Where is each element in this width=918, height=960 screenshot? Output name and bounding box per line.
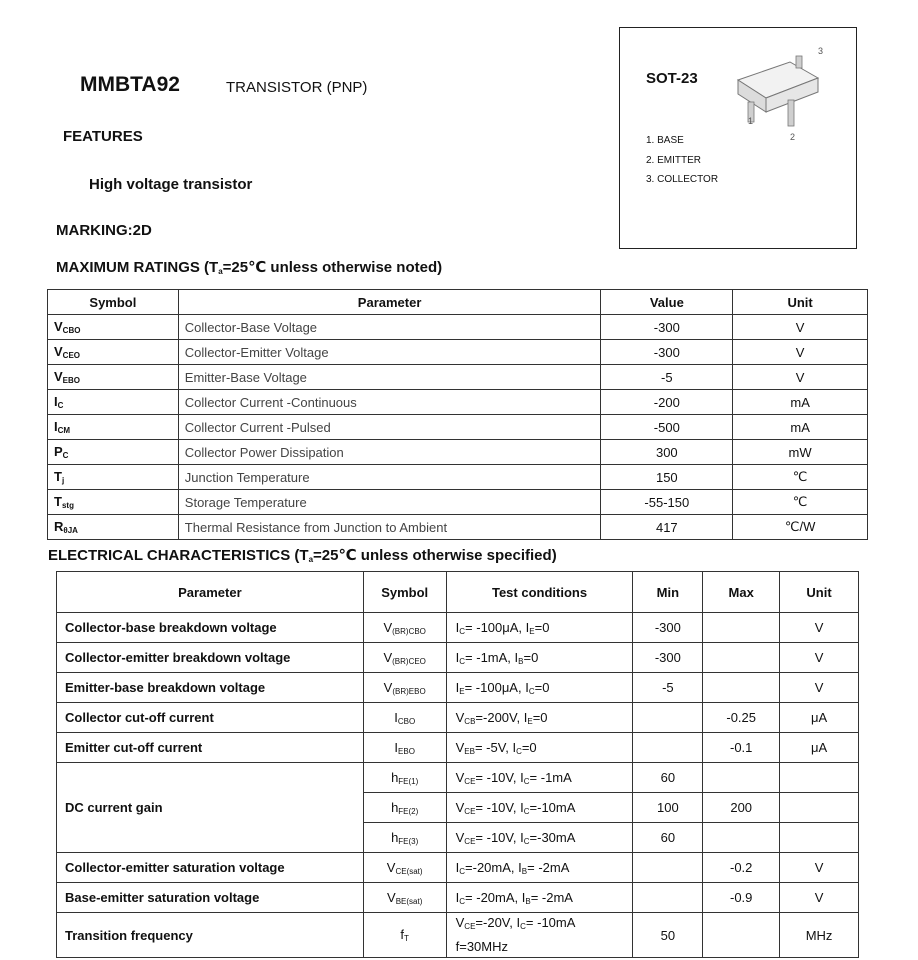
symbol-cell bbox=[363, 853, 446, 883]
parameter-cell: Emitter-base breakdown voltage bbox=[57, 673, 364, 703]
symbol-letter: h bbox=[391, 769, 399, 785]
condition-value: = -100μA, bbox=[465, 619, 526, 635]
symbol-letter: V bbox=[54, 319, 63, 334]
device-type: TRANSISTOR (PNP) bbox=[226, 79, 368, 96]
symbol-subscript: CE(sat) bbox=[395, 866, 423, 876]
symbol-cell bbox=[363, 733, 446, 763]
unit-cell: mA bbox=[733, 390, 868, 415]
max-cell bbox=[703, 673, 780, 703]
table-header-row bbox=[48, 290, 868, 315]
symbol-cell bbox=[48, 340, 179, 365]
symbol-subscript: θJA bbox=[63, 526, 78, 535]
condition-line bbox=[456, 770, 633, 786]
table-row bbox=[57, 613, 859, 643]
condition-value: =-30mA bbox=[529, 829, 576, 845]
value-cell: 150 bbox=[601, 465, 733, 490]
max-cell: -0.2 bbox=[703, 853, 780, 883]
condition-line bbox=[456, 620, 633, 636]
symbol-cell bbox=[363, 613, 446, 643]
parameter-cell: Collector-emitter saturation voltage bbox=[57, 853, 364, 883]
condition-symbol: I bbox=[520, 799, 524, 815]
unit-cell: V bbox=[780, 883, 859, 913]
min-cell: -300 bbox=[633, 643, 703, 673]
symbol-subscript: EBO bbox=[398, 746, 415, 756]
table-row bbox=[57, 703, 859, 733]
condition-subscript: C bbox=[520, 922, 526, 931]
max-cell: -0.25 bbox=[703, 703, 780, 733]
column-header: Max bbox=[703, 572, 780, 613]
table-row bbox=[48, 515, 868, 540]
symbol-subscript: C bbox=[62, 451, 69, 460]
column-header: Value bbox=[601, 290, 733, 315]
max-cell bbox=[703, 643, 780, 673]
max-cell: 200 bbox=[703, 793, 780, 823]
symbol-letter: V bbox=[383, 679, 393, 695]
table-row bbox=[57, 853, 859, 883]
condition-value: =-20V, bbox=[475, 915, 517, 930]
condition-value: = -100μA, bbox=[464, 679, 526, 695]
symbol-letter: h bbox=[391, 829, 399, 845]
condition-subscript: CE bbox=[464, 922, 476, 931]
table-row bbox=[57, 733, 859, 763]
min-cell bbox=[633, 853, 703, 883]
parameter-cell: Collector Current -Pulsed bbox=[178, 415, 601, 440]
test-condition-cell bbox=[446, 913, 633, 958]
min-cell: -300 bbox=[633, 613, 703, 643]
symbol-letter: R bbox=[54, 519, 64, 534]
symbol-letter: V bbox=[386, 859, 396, 875]
parameter-cell: Storage Temperature bbox=[178, 490, 601, 515]
condition-value: = -20mA, bbox=[465, 889, 522, 905]
condition-subscript: B bbox=[518, 656, 524, 666]
unit-cell: V bbox=[780, 613, 859, 643]
min-cell: 100 bbox=[633, 793, 703, 823]
symbol-letter: I bbox=[54, 419, 58, 434]
symbol-letter: V bbox=[387, 889, 396, 905]
min-cell: 60 bbox=[633, 823, 703, 853]
test-condition-cell bbox=[446, 613, 633, 643]
symbol-letter: f bbox=[400, 927, 405, 942]
unit-cell: mA bbox=[733, 415, 868, 440]
condition-symbol: V bbox=[455, 769, 465, 785]
unit-cell: V bbox=[780, 643, 859, 673]
condition-value: = -1mA bbox=[529, 769, 572, 785]
symbol-subscript: (BR)CEO bbox=[392, 656, 426, 666]
test-condition-cell bbox=[446, 763, 633, 793]
table-row bbox=[57, 673, 859, 703]
min-cell: -5 bbox=[633, 673, 703, 703]
symbol-subscript: FE(1) bbox=[398, 776, 419, 786]
parameter-cell: Collector-emitter breakdown voltage bbox=[57, 643, 364, 673]
column-header: Unit bbox=[780, 572, 859, 613]
column-header: Symbol bbox=[363, 572, 446, 613]
features-label: FEATURES bbox=[63, 128, 143, 145]
symbol-letter: h bbox=[391, 799, 399, 815]
symbol-cell bbox=[48, 315, 179, 340]
max-cell bbox=[703, 913, 780, 958]
pin-number: 1 bbox=[748, 116, 754, 126]
condition-symbol: I bbox=[520, 769, 524, 785]
min-cell bbox=[633, 883, 703, 913]
condition-value: =0 bbox=[534, 679, 550, 695]
table-row bbox=[57, 913, 859, 958]
condition-value: = -10V, bbox=[475, 829, 521, 845]
parameter-cell: Collector cut-off current bbox=[57, 703, 364, 733]
condition-subscript: B bbox=[525, 896, 531, 906]
condition-value: = -5V, bbox=[474, 739, 513, 755]
max-cell bbox=[703, 613, 780, 643]
symbol-cell bbox=[363, 673, 446, 703]
condition-symbol: V bbox=[455, 799, 465, 815]
unit-cell bbox=[780, 793, 859, 823]
symbol-subscript: T bbox=[404, 934, 409, 943]
pin-item: 2. EMITTER bbox=[646, 154, 702, 166]
table-row bbox=[48, 490, 868, 515]
column-header: Parameter bbox=[57, 572, 364, 613]
parameter-cell: Collector-Emitter Voltage bbox=[178, 340, 601, 365]
condition-symbol: I bbox=[523, 709, 528, 725]
test-condition-cell bbox=[446, 883, 633, 913]
parameter-cell: Collector Power Dissipation bbox=[178, 440, 601, 465]
symbol-subscript: CEO bbox=[62, 351, 81, 360]
condition-subscript: E bbox=[527, 716, 533, 726]
symbol-letter: V bbox=[54, 344, 63, 359]
symbol-cell bbox=[48, 515, 179, 540]
condition-symbol: I bbox=[455, 649, 460, 665]
symbol-cell bbox=[48, 490, 179, 515]
symbol-cell bbox=[48, 465, 179, 490]
symbol-cell bbox=[48, 440, 179, 465]
symbol-cell bbox=[363, 883, 446, 913]
electrical-table bbox=[56, 571, 859, 958]
condition-subscript: E bbox=[459, 686, 465, 696]
pin-list bbox=[646, 131, 718, 190]
table-row bbox=[57, 883, 859, 913]
condition-line bbox=[456, 913, 633, 937]
condition-symbol: I bbox=[520, 829, 524, 845]
symbol-cell bbox=[48, 415, 179, 440]
value-cell: -300 bbox=[601, 315, 733, 340]
test-condition-cell bbox=[446, 703, 633, 733]
min-cell: 50 bbox=[633, 913, 703, 958]
condition-symbol: I bbox=[521, 889, 526, 905]
symbol-letter: V bbox=[54, 369, 63, 384]
condition-line bbox=[456, 860, 633, 876]
symbol-cell bbox=[48, 365, 179, 390]
condition-subscript: CE bbox=[464, 836, 476, 846]
parameter-cell: Collector Current -Continuous bbox=[178, 390, 601, 415]
test-condition-cell bbox=[446, 733, 633, 763]
unit-cell: μA bbox=[780, 733, 859, 763]
symbol-cell bbox=[363, 823, 446, 853]
symbol-subscript: stg bbox=[61, 501, 74, 510]
symbol-letter: V bbox=[383, 619, 393, 635]
parameter-cell: DC current gain bbox=[57, 763, 364, 853]
test-condition-cell bbox=[446, 673, 633, 703]
condition-subscript: EB bbox=[464, 746, 475, 756]
symbol-cell bbox=[363, 913, 446, 958]
symbol-letter: T bbox=[54, 494, 62, 509]
sot23-package-icon bbox=[728, 42, 838, 142]
condition-line bbox=[456, 650, 633, 666]
test-condition-cell bbox=[446, 643, 633, 673]
table-row bbox=[48, 340, 868, 365]
symbol-subscript: CBO bbox=[62, 326, 81, 335]
condition-symbol: I bbox=[512, 739, 517, 755]
value-cell: -55-150 bbox=[601, 490, 733, 515]
electrical-heading: ELECTRICAL CHARACTERISTICS ($T_a=25℃$ unless otherwise specified) bbox=[48, 547, 557, 564]
condition-symbol: I bbox=[455, 889, 460, 905]
max-cell: -0.9 bbox=[703, 883, 780, 913]
condition-symbol: I bbox=[455, 679, 460, 695]
parameter-cell: Emitter-Base Voltage bbox=[178, 365, 601, 390]
parameter-cell: Transition frequency bbox=[57, 913, 364, 958]
condition-symbol: V bbox=[455, 739, 465, 755]
condition-symbol: I bbox=[455, 619, 460, 635]
symbol-subscript: EBO bbox=[62, 376, 81, 385]
condition-line bbox=[456, 890, 633, 906]
condition-value: =0 bbox=[521, 739, 537, 755]
symbol-cell bbox=[48, 390, 179, 415]
condition-value: = -10V, bbox=[475, 799, 521, 815]
condition-symbol: V bbox=[455, 829, 465, 845]
table-header-row bbox=[57, 572, 859, 613]
symbol-letter: V bbox=[383, 649, 393, 665]
symbol-subscript: FE(2) bbox=[398, 806, 419, 816]
symbol-cell bbox=[363, 793, 446, 823]
condition-subscript: C bbox=[459, 896, 466, 906]
unit-cell: V bbox=[733, 340, 868, 365]
symbol-subscript: (BR)CBO bbox=[392, 626, 426, 636]
value-cell: -500 bbox=[601, 415, 733, 440]
unit-cell: mW bbox=[733, 440, 868, 465]
condition-line bbox=[456, 800, 633, 816]
symbol-letter: T bbox=[54, 469, 62, 484]
table-row bbox=[48, 365, 868, 390]
condition-symbol: I bbox=[455, 859, 460, 875]
table-row bbox=[48, 315, 868, 340]
symbol-cell bbox=[363, 763, 446, 793]
unit-cell: V bbox=[780, 853, 859, 883]
unit-cell bbox=[780, 763, 859, 793]
table-row bbox=[48, 390, 868, 415]
package-name: SOT-23 bbox=[646, 70, 698, 87]
parameter-cell: Collector-Base Voltage bbox=[178, 315, 601, 340]
condition-subscript: C bbox=[459, 626, 466, 636]
value-cell: 300 bbox=[601, 440, 733, 465]
condition-subscript: C bbox=[516, 746, 522, 756]
column-header: Symbol bbox=[48, 290, 179, 315]
column-header: Unit bbox=[733, 290, 868, 315]
condition-value: =0 bbox=[534, 619, 550, 635]
condition-value: = -2mA bbox=[530, 889, 573, 905]
condition-value: =-200V, bbox=[475, 709, 524, 725]
condition-value: =0 bbox=[532, 709, 548, 725]
symbol-letter: P bbox=[54, 444, 63, 459]
part-number: MMBTA92 bbox=[80, 73, 180, 96]
value-cell: -5 bbox=[601, 365, 733, 390]
symbol-letter: I bbox=[54, 394, 58, 409]
condition-value: = -10V, bbox=[475, 769, 521, 785]
max-cell: -0.1 bbox=[703, 733, 780, 763]
marking: MARKING:2D bbox=[56, 222, 152, 239]
pin-item: 1. BASE bbox=[646, 135, 684, 146]
unit-cell: V bbox=[733, 365, 868, 390]
unit-cell: ℃ bbox=[733, 465, 868, 490]
condition-value: =0 bbox=[523, 649, 539, 665]
symbol-subscript: (BR)EBO bbox=[392, 686, 426, 696]
min-cell: 60 bbox=[633, 763, 703, 793]
condition-line bbox=[456, 680, 633, 696]
condition-subscript: B bbox=[521, 866, 528, 876]
parameter-cell: Base-emitter saturation voltage bbox=[57, 883, 364, 913]
condition-subscript: C bbox=[459, 656, 466, 666]
table-row bbox=[48, 440, 868, 465]
condition-subscript: C bbox=[523, 836, 530, 846]
pin-number: 2 bbox=[790, 132, 796, 142]
unit-cell: MHz bbox=[780, 913, 859, 958]
condition-subscript: C bbox=[523, 776, 530, 786]
condition-subscript: CE bbox=[464, 776, 476, 786]
pin-item: 3. COLLECTOR bbox=[646, 174, 719, 185]
parameter-cell: Collector-base breakdown voltage bbox=[57, 613, 364, 643]
test-condition-cell bbox=[446, 793, 633, 823]
symbol-letter: I bbox=[394, 739, 399, 755]
value-cell: 417 bbox=[601, 515, 733, 540]
min-cell bbox=[633, 703, 703, 733]
symbol-cell bbox=[363, 643, 446, 673]
condition-line bbox=[456, 830, 633, 846]
condition-line bbox=[456, 740, 633, 756]
condition-subscript: CE bbox=[464, 806, 476, 816]
condition-subscript: CB bbox=[464, 716, 476, 726]
symbol-subscript: C bbox=[57, 401, 64, 410]
symbol-subscript: BE(sat) bbox=[395, 896, 423, 906]
condition-symbol: I bbox=[525, 619, 530, 635]
condition-symbol: I bbox=[514, 649, 519, 665]
min-cell bbox=[633, 733, 703, 763]
condition-value: =-20mA, bbox=[465, 859, 519, 875]
unit-cell: μA bbox=[780, 703, 859, 733]
value-cell: -200 bbox=[601, 390, 733, 415]
max-ratings-heading: MAXIMUM RATINGS ($T_a=25℃$ unless otherwise noted) bbox=[56, 259, 443, 276]
max-cell bbox=[703, 763, 780, 793]
table-row bbox=[48, 415, 868, 440]
value-cell: -300 bbox=[601, 340, 733, 365]
condition-subscript: C bbox=[523, 806, 530, 816]
column-header: Min bbox=[633, 572, 703, 613]
condition-subscript: E bbox=[529, 626, 535, 636]
condition-symbol: V bbox=[455, 709, 465, 725]
symbol-letter: I bbox=[394, 709, 398, 725]
column-header: Test conditions bbox=[446, 572, 633, 613]
column-header: Parameter bbox=[178, 290, 601, 315]
parameter-cell: Thermal Resistance from Junction to Ambient bbox=[178, 515, 601, 540]
parameter-cell: Emitter cut-off current bbox=[57, 733, 364, 763]
condition-value: = -10mA bbox=[525, 915, 576, 930]
symbol-subscript: CBO bbox=[397, 716, 416, 726]
unit-cell bbox=[780, 823, 859, 853]
condition-symbol: I bbox=[518, 859, 522, 875]
symbol-cell bbox=[363, 703, 446, 733]
condition-symbol: V bbox=[455, 915, 465, 930]
feature-item: High voltage transistor bbox=[89, 176, 253, 193]
condition-value: = -2mA bbox=[527, 859, 570, 875]
condition-symbol: I bbox=[525, 679, 529, 695]
parameter-cell: Junction Temperature bbox=[178, 465, 601, 490]
unit-cell: ℃/W bbox=[733, 515, 868, 540]
table-row bbox=[57, 643, 859, 673]
test-condition-cell bbox=[446, 853, 633, 883]
condition-value: =-10mA bbox=[529, 799, 576, 815]
max-cell bbox=[703, 823, 780, 853]
table-row bbox=[48, 465, 868, 490]
condition-line bbox=[456, 710, 633, 726]
table-row bbox=[57, 763, 859, 793]
condition-symbol: I bbox=[516, 915, 521, 930]
max-ratings-table bbox=[47, 289, 868, 540]
condition-subscript: C bbox=[459, 866, 466, 876]
pin-number: 3 bbox=[818, 46, 824, 56]
symbol-subscript: FE(3) bbox=[398, 836, 419, 846]
symbol-subscript: CM bbox=[57, 426, 71, 435]
test-condition-cell bbox=[446, 823, 633, 853]
condition-subscript: C bbox=[528, 686, 535, 696]
package-box bbox=[619, 27, 857, 249]
condition-value: = -1mA, bbox=[465, 649, 515, 665]
condition-line: f=30MHz bbox=[455, 939, 509, 954]
unit-cell: V bbox=[780, 673, 859, 703]
unit-cell: ℃ bbox=[733, 490, 868, 515]
unit-cell: V bbox=[733, 315, 868, 340]
symbol-subscript: j bbox=[61, 476, 65, 485]
